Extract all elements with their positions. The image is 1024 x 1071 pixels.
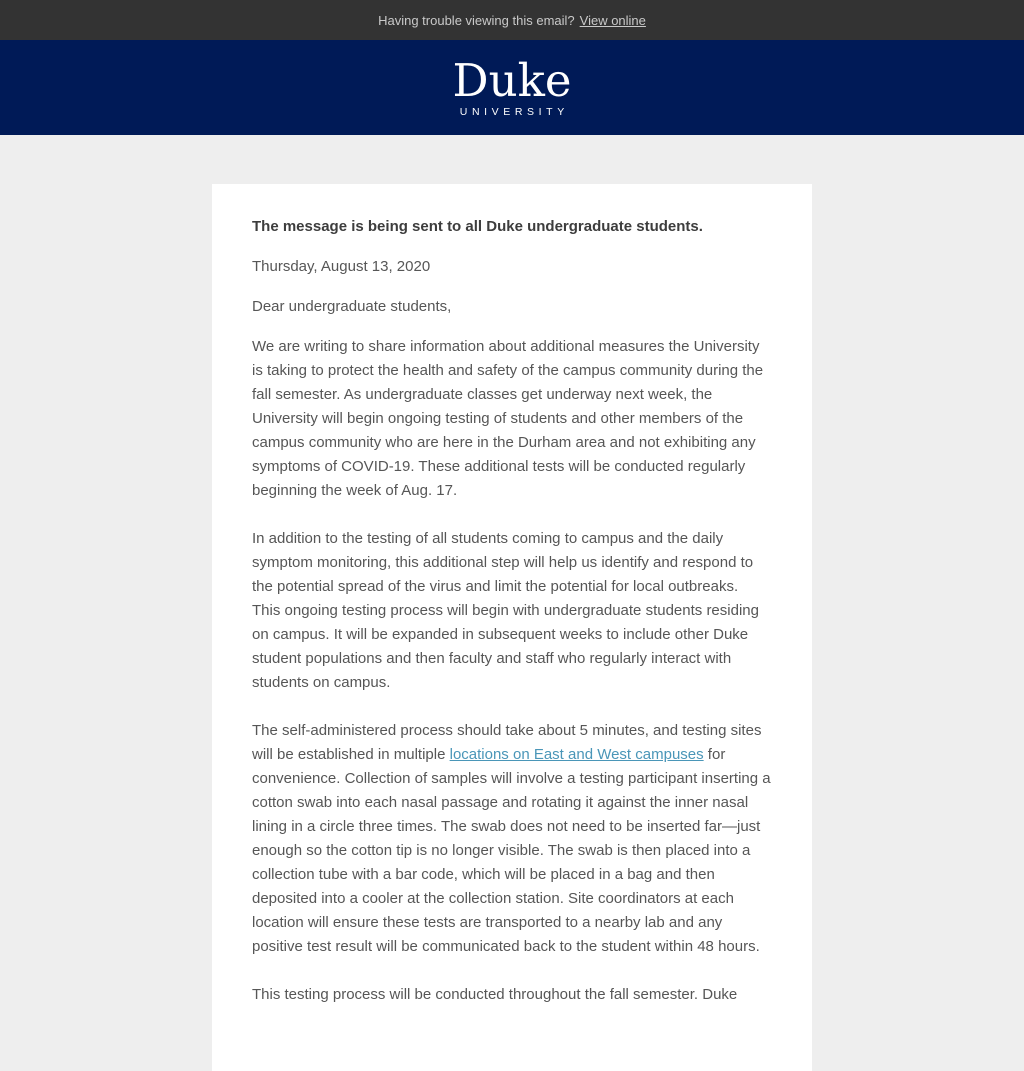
paragraph-testing-announcement: We are writing to share information about additional measures the University is taking to protect the health and safety of the campus community during the fall semester. As undergraduate classes get underway next week, the University will begin ongoing testing of students and other members of the campus community who are here in the Durham area and not exhibiting any symptoms of COVID-19. These additional tests will be conducted regularly beginning the week of Aug. 17. [252,338,768,499]
view-online-link[interactable]: View online [579,12,646,28]
audience-notice: The message is being sent to all Duke undergraduate students. [252,218,703,235]
paragraph-text: for convenience. Collection of samples will involve a testing participant inserting a cotton swab into each nasal passage and rotating it against the inner nasal lining in a circle three times. The swab does not need to be inserted far—just enough so the cotton tip is no longer visible. The swab is then placed into a collection tube with a bar code, which will be placed in a bag and then deposited into a cooler at the collection station. Site coordinators at each location will ensure these tests are transported to a nearby lab and any positive test result will be communicated back to the student within 48 hours. [252,746,775,955]
date-line: Thursday, August 13, 2020 [252,258,431,275]
paragraph-testing-duration-cutoff: This testing process will be conducted throughout the fall semester. Duke [252,986,738,1003]
preheader-bar [0,0,1024,40]
duke-logo [452,53,572,118]
preheader-text: Having trouble viewing this email? [378,12,575,28]
paragraph-testing-scope: In addition to the testing of all students coming to campus and the daily symptom monitoring, this additional step will help us identify and respond to the potential spread of the virus and limit the potential for local outbreaks. This ongoing testing process will begin with undergraduate students residing on campus. It will be expanded in subsequent weeks to include other Duke student populations and then faculty and staff who regularly interact with students on campus. [252,530,764,691]
header-banner [0,40,1024,135]
campus-locations-link[interactable]: locations on East and West campuses [449,746,704,763]
paragraph-text: The self-administered process should take about 5 minutes, and testing sites will be established in multiple [252,722,766,763]
paragraph-testing-process [252,719,775,959]
salutation: Dear undergraduate students, [252,298,452,315]
duke-university-subtext: UNIVERSITY [459,105,569,118]
page-background [0,135,1024,1071]
duke-wordmark: Duke [452,53,572,107]
email-body-card [212,184,812,1071]
